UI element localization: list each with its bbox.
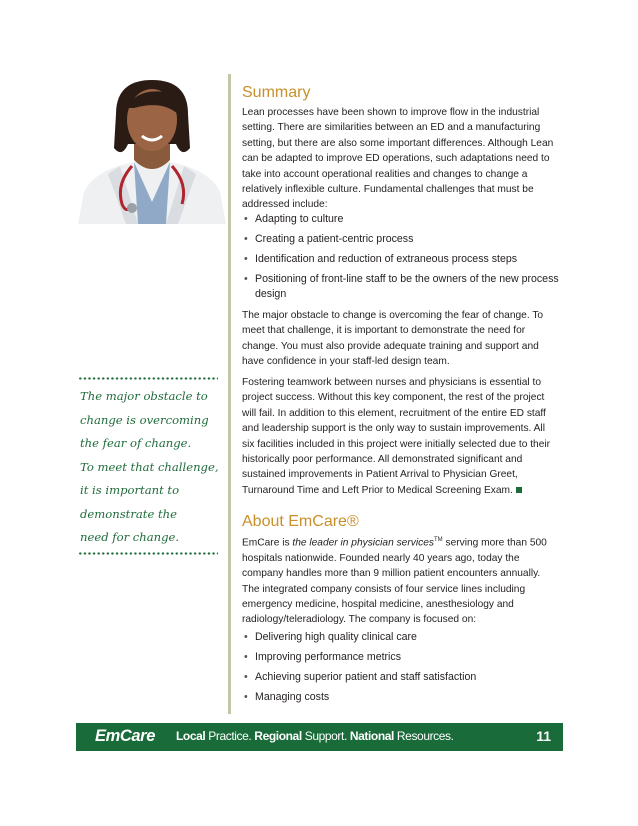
about-text-start: EmCare is: [242, 537, 293, 549]
tagline-national: National: [349, 729, 394, 743]
footer-tagline: [176, 729, 454, 743]
list-item: • Managing costs: [242, 690, 560, 705]
page-number: 11: [536, 728, 551, 744]
about-paragraph: [242, 533, 560, 628]
emcare-logo: EmCare: [95, 727, 155, 745]
summary-heading: Summary: [242, 84, 311, 101]
about-bullet-list: [242, 630, 560, 705]
list-item: • Adapting to culture: [242, 212, 560, 227]
end-mark-icon: [516, 487, 522, 493]
summary-paragraph-3: [242, 375, 560, 498]
list-item: • Positioning of front-line staff to be the owners of the new process design: [242, 272, 560, 302]
pull-quote: The major obstacle to change is overcoming the fear of change. To meet that challenge, it is important to demonstrate the need for change.: [80, 389, 219, 544]
summary-bullet-list: [242, 212, 560, 302]
tagline-support: Support.: [301, 729, 350, 743]
list-item: • Improving performance metrics: [242, 650, 560, 665]
dotted-divider-bottom: [78, 552, 218, 555]
doctor-photo: [76, 74, 228, 224]
tagline-practice: Practice.: [205, 729, 255, 743]
list-item: • Identification and reduction of extraneous process steps: [242, 252, 560, 267]
summary-intro: Lean processes have been shown to improve flow in the industrial setting. There are similarities between an ED and a manufacturing setting, but there are also some important differences. Although Lean can be adapted to improve ED operations, such adaptations need to take into account operational realities and changes to change a relatively inflexible culture. Fundamental challenges that must be addressed include:: [242, 107, 554, 211]
list-item: • Delivering high quality clinical care: [242, 630, 560, 645]
list-item: • Achieving superior patient and staff satisfaction: [242, 670, 560, 685]
list-item: • Creating a patient-centric process: [242, 232, 560, 247]
tagline-resources: Resources.: [393, 729, 454, 743]
about-heading: About EmCare®: [242, 513, 359, 530]
footer-bar: [76, 723, 563, 751]
summary-paragraph-2: The major obstacle to change is overcoming the fear of change. To meet that challenge, it is important to demonstrate the need for change. You must also provide adequate training and support and have confidence in your staff-led design team.: [242, 310, 544, 368]
tagline-local: Local: [176, 729, 206, 743]
about-text-rest: serving more than 500 hospitals nationwide. Founded nearly 40 years ago, today the company handles more than 9 million patient encounters annually. The integrated company consists of four service lines including emergency medicine, hospital medicine, anesthesiology and radiology/teleradiology. The company is focused on:: [242, 537, 547, 626]
trademark-mark: TM: [433, 537, 443, 543]
about-tagline-italic: the leader in physician services: [292, 537, 434, 549]
summary-paragraph-3-text: Fostering teamwork between nurses and physicians is essential to project success. Without this key component, the rest of the project will fail. In addition to this element, recruitment of the entire ED staff and leadership support is the only way to sustain improvements. All six facilities included in this project were initially selected due to their historically poor performance. All demonstrated significant and sustained improvements in Patient Arrival to Physician Greet, Turnaround Time and Left Prior to Medical Screening Exam.: [242, 377, 551, 496]
dotted-divider-top: [78, 377, 218, 380]
tagline-regional: Regional: [254, 729, 302, 743]
